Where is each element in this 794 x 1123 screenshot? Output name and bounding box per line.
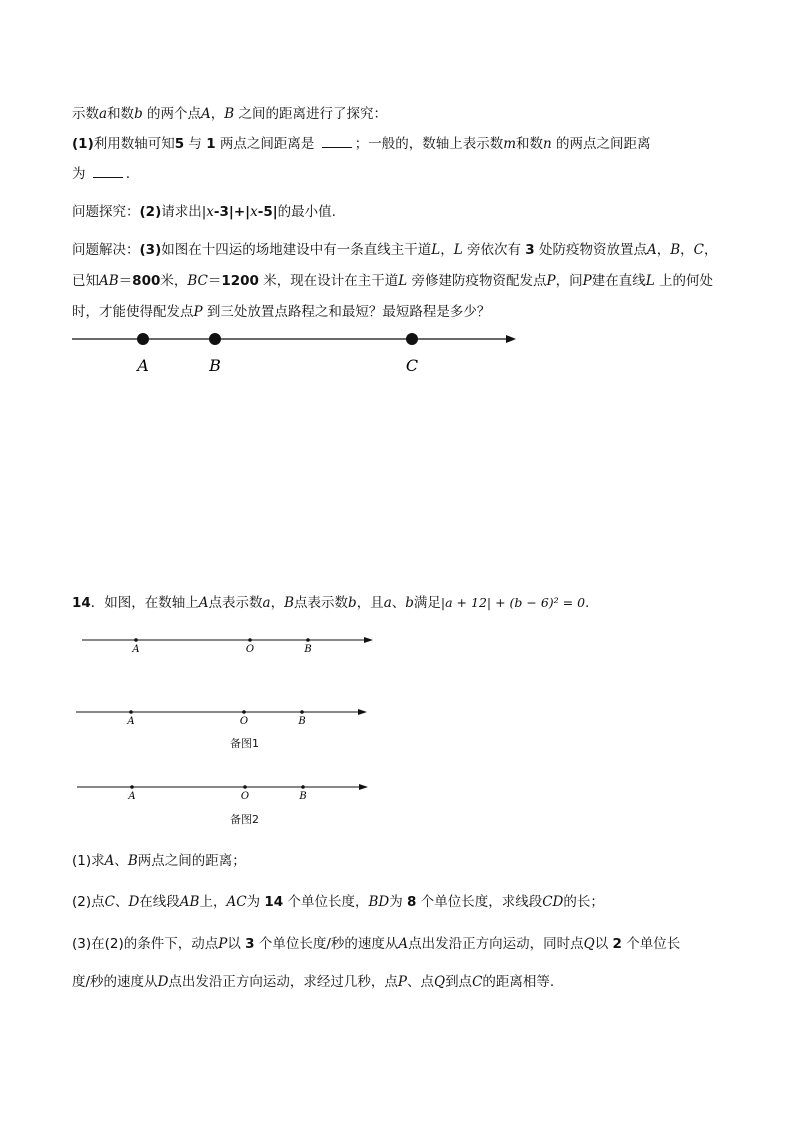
var-L: L [398, 273, 408, 289]
text: 以 [594, 936, 613, 952]
point-dot-A [129, 710, 133, 714]
text: 、 [114, 853, 128, 869]
text: -3|+| [213, 204, 251, 220]
text: 与 [184, 136, 207, 152]
text: 满足 [413, 595, 441, 611]
point-label: A [137, 356, 149, 375]
point-label: A [128, 791, 136, 802]
question-number: (2) [72, 894, 92, 910]
var-a: a [383, 595, 392, 611]
point-label: B [298, 716, 306, 727]
text: 在 [91, 936, 105, 952]
point-C: C [693, 242, 704, 258]
text: ， [680, 242, 694, 258]
text: 个单位长 [621, 936, 681, 952]
point-A: A [201, 106, 211, 122]
point-dot-A [134, 638, 138, 642]
text: ， [703, 242, 718, 258]
point-C: C [104, 894, 115, 910]
segment-BC: BC [187, 273, 208, 289]
text: 为 [246, 894, 265, 910]
point-label: A [127, 716, 135, 727]
point-P: P [193, 304, 203, 320]
point-dot-B [209, 333, 221, 345]
var-a: a [99, 106, 108, 122]
text: ＝ [207, 273, 222, 289]
text: 两点之间距离是 [215, 136, 319, 152]
point-label: B [299, 791, 307, 802]
q14-2 [72, 892, 604, 912]
text: 利用数轴可知 [93, 136, 175, 152]
text: 点出发沿正方向运动，求经过几秒，点 [168, 974, 398, 990]
text: 、 [114, 894, 129, 910]
point-A: A [646, 242, 657, 258]
number-line-spare-2 [77, 784, 368, 802]
text: 以 [227, 936, 246, 952]
text: 米，现在设计在主干道 [258, 273, 399, 289]
text: 点表示数 [294, 595, 349, 611]
arrow-head [506, 335, 516, 343]
point-B: B [224, 106, 235, 122]
text: 到三处放置点路程之和最短？最短路程是多少？ [202, 304, 491, 320]
text: 、 [391, 595, 406, 611]
question-number: (1) [72, 853, 92, 869]
arrow-head [364, 637, 373, 643]
text: 旁修建防疫物资配发点 [407, 273, 547, 289]
text: | [201, 204, 207, 220]
point-Q: Q [583, 936, 595, 952]
text: 到点 [445, 974, 473, 990]
point-label: O [239, 716, 249, 727]
text: 已知 [72, 273, 99, 289]
text: 上， [199, 894, 227, 910]
var-b: b [134, 106, 143, 122]
text: ，且 [356, 595, 384, 611]
var-L: L [453, 242, 463, 258]
point-P: P [546, 273, 556, 289]
point-Q: Q [433, 974, 446, 990]
point-C: C [472, 974, 483, 990]
q14-3-line2 [72, 972, 554, 992]
question-number: (1) [72, 136, 94, 152]
text: 的长； [563, 894, 604, 910]
text: ．如图，在数轴上 [90, 595, 199, 611]
text: 求 [91, 853, 105, 869]
number: 1 [206, 136, 216, 152]
number: 2 [612, 936, 622, 952]
arrow-head [358, 709, 367, 715]
number-line-figure-13 [0, 0, 794, 400]
text: 问题解决： [72, 242, 140, 258]
text: 为 [389, 894, 407, 910]
number-line-main [82, 637, 373, 655]
q14-1 [72, 851, 246, 871]
point-label: C [405, 356, 419, 375]
point-label: O [240, 791, 250, 802]
number: 8 [407, 894, 417, 910]
text: 的两点之间距离 [551, 136, 651, 152]
var-n: n [543, 136, 552, 152]
text: 上的何处 [654, 273, 713, 289]
q14-3-line1 [72, 934, 680, 954]
point-dot-O [248, 638, 252, 642]
point-label: O [245, 644, 255, 655]
segment-AB: AB [99, 273, 119, 289]
number: 3 [525, 242, 535, 258]
text: (2) [104, 936, 124, 952]
text: 处防疫物资放置点 [534, 242, 647, 258]
point-label: B [209, 356, 221, 375]
point-B: B [670, 242, 681, 258]
var-m: m [503, 136, 517, 152]
point-A: A [104, 853, 115, 869]
text: 点出发沿正方向运动，同时点 [408, 936, 584, 952]
text: 如图在十四运的场地建设中有一条直线主干道 [161, 242, 432, 258]
text: 个单位长度/秒的速度从 [254, 936, 399, 952]
var-x: x [250, 204, 258, 220]
point-dot-B [300, 710, 304, 714]
text: 和数 [516, 136, 544, 152]
point-dot-O [242, 710, 246, 714]
question-number: (3) [139, 242, 162, 258]
text: ， [440, 242, 454, 258]
question-number: (2) [139, 204, 162, 220]
var-x: x [206, 204, 214, 220]
number: 14 [264, 894, 284, 910]
question-number: 14 [72, 595, 91, 611]
question-number: (3) [72, 936, 92, 952]
text: . [585, 595, 590, 611]
point-D: D [157, 974, 169, 990]
segment-CD: CD [542, 894, 564, 910]
var-b: b [405, 595, 414, 611]
text: 问题探究： [72, 204, 140, 220]
text: 示数 [72, 106, 99, 122]
text: 的距离相等. [482, 974, 555, 990]
text: 在线段 [139, 894, 180, 910]
text: ＝ [118, 273, 133, 289]
text: ， [210, 106, 225, 122]
point-label: A [132, 644, 140, 655]
point-B: B [127, 853, 138, 869]
text: 和数 [107, 106, 135, 122]
var-a: a [262, 595, 271, 611]
point-dot-A [137, 333, 149, 345]
segment-AC: AC [226, 894, 247, 910]
text: ， [656, 242, 671, 258]
text: . [125, 166, 131, 182]
point-label: B [304, 644, 312, 655]
text: ， [270, 595, 285, 611]
point-dot-A [130, 785, 134, 789]
text: 、点 [406, 974, 434, 990]
number: 3 [245, 936, 255, 952]
formula: |a + 12| + (b − 6)² = 0 [440, 595, 586, 610]
text: 两点之间的距离； [137, 853, 246, 869]
text: -5| [257, 204, 278, 220]
text: 的两个点 [142, 106, 202, 122]
point-dot-C [406, 333, 418, 345]
point-D: D [128, 894, 140, 910]
text: 时，才能使得配发点 [72, 304, 194, 320]
figure-caption: 备图1 [230, 737, 259, 750]
text: 请求出 [161, 204, 202, 220]
point-dot-B [301, 785, 305, 789]
text: ，问 [555, 273, 583, 289]
var-L: L [431, 242, 441, 258]
point-P: P [397, 974, 407, 990]
text: 旁依次有 [462, 242, 526, 258]
number: 800 [132, 273, 161, 289]
text: 度/秒的速度从 [72, 974, 158, 990]
point-A: A [398, 936, 409, 952]
point-A: A [198, 595, 209, 611]
text: 点 [91, 894, 105, 910]
figure-caption: 备图2 [230, 813, 259, 826]
point-P: P [582, 273, 592, 289]
segment-BD: BD [368, 894, 390, 910]
text: 点表示数 [208, 595, 263, 611]
number-line-spare-1 [76, 709, 367, 727]
text: 米， [160, 273, 188, 289]
text: 个单位长度， [283, 894, 369, 910]
text: 之间的距离进行了探究： [234, 106, 387, 122]
text: 为 [72, 166, 90, 182]
point-dot-B [306, 638, 310, 642]
arrow-head [359, 784, 368, 790]
text: 的最小值. [277, 204, 336, 220]
text: 建在直线 [591, 273, 646, 289]
text: 个单位长度，求线段 [416, 894, 543, 910]
text: ；一般的，数轴上表示数 [354, 136, 504, 152]
segment-AB: AB [179, 894, 200, 910]
point-dot-O [243, 785, 247, 789]
point-B: B [284, 595, 295, 611]
var-b: b [348, 595, 357, 611]
number: 1200 [221, 273, 259, 289]
number: 5 [174, 136, 185, 152]
point-P: P [218, 936, 228, 952]
text: 的条件下，动点 [123, 936, 219, 952]
var-L: L [645, 273, 655, 289]
